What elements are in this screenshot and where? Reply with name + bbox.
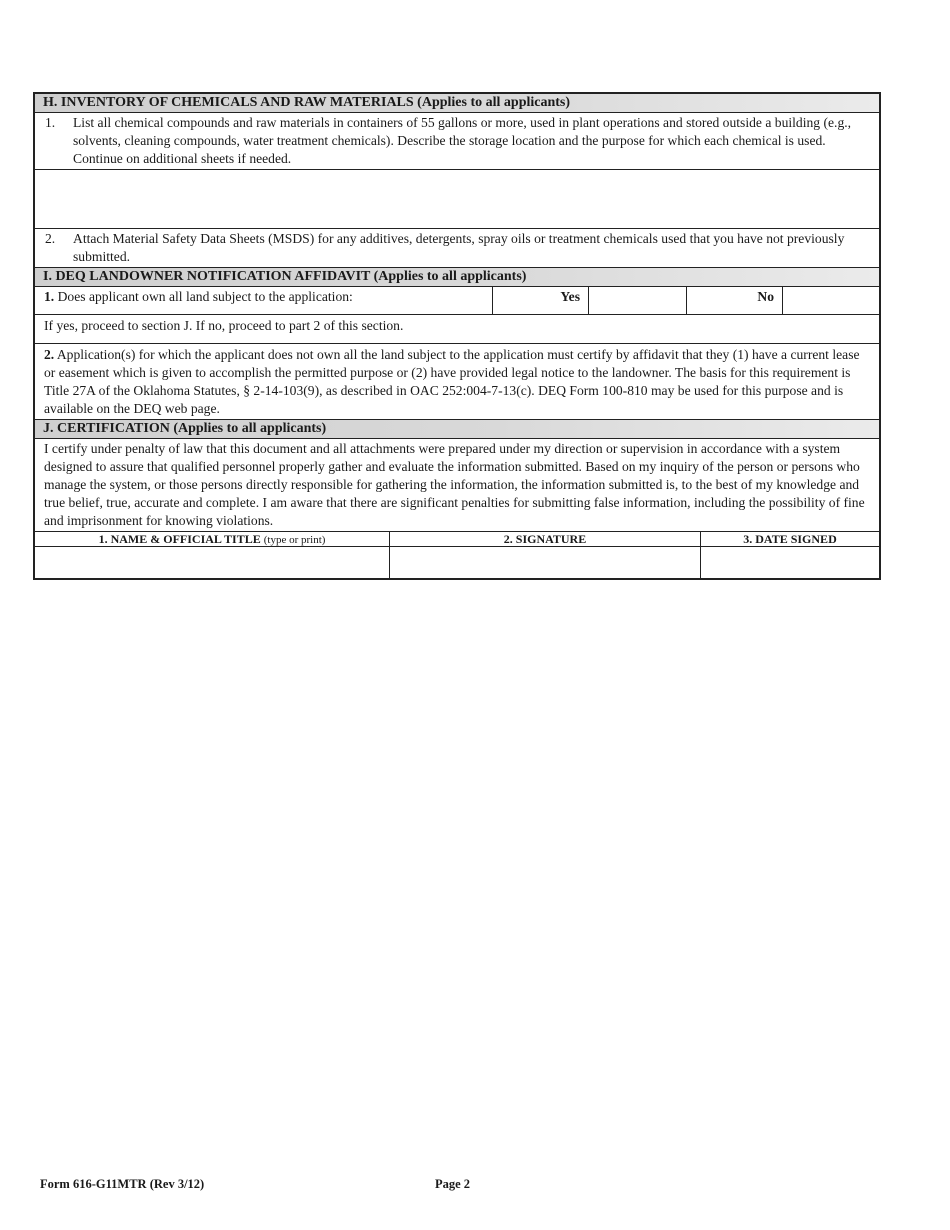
- yes-checkbox-field[interactable]: [589, 287, 687, 314]
- item-number: 2.: [45, 231, 56, 246]
- item-text: Attach Material Safety Data Sheets (MSDS) for any additives, detergents, spray oils or treatment chemicals used that you have not previously submitted.: [73, 231, 845, 264]
- land-ownership-question-row: [35, 287, 879, 315]
- question-number: 1.: [44, 289, 55, 304]
- signature-input-row: [35, 547, 879, 578]
- section-i-header: I. DEQ LANDOWNER NOTIFICATION AFFIDAVIT (Applies to all applicants): [35, 268, 879, 287]
- page-number: Page 2: [435, 1177, 471, 1191]
- section-j-header: J. CERTIFICATION (Applies to all applicants): [35, 420, 879, 439]
- date-signed-field[interactable]: [701, 547, 879, 578]
- name-title-field[interactable]: [35, 547, 390, 578]
- chemical-inventory-field[interactable]: [35, 170, 879, 229]
- section-h-item-2: [35, 229, 879, 268]
- yes-label: Yes: [493, 287, 589, 314]
- date-column-header: 3. DATE SIGNED: [743, 532, 837, 546]
- certification-statement: I certify under penalty of law that this document and all attachments were prepared under my direction or supervision in accordance with a system designed to assure that qualified personnel properly gather and evaluate the information submitted. Based on my inquiry of the person or persons who manage the system, or those persons directly responsible for gathering the information, the information submitted is, to the best of my knowledge and true belief, true, accurate and complete. I am aware that there are significant penalties for submitting false information, including the possibility of fine and imprisonment for knowing violations.: [35, 439, 879, 532]
- name-title-note: (type or print): [263, 534, 326, 546]
- section-h-header: H. INVENTORY OF CHEMICALS AND RAW MATERIALS (Applies to all applicants): [35, 94, 879, 113]
- no-checkbox-field[interactable]: [783, 287, 879, 314]
- section-i-instruction: If yes, proceed to section J. If no, proceed to part 2 of this section.: [35, 315, 879, 344]
- land-ownership-question: [35, 287, 493, 314]
- question-text: Does applicant own all land subject to the application:: [57, 289, 353, 304]
- section-i-item-2: [35, 344, 879, 420]
- signature-field[interactable]: [390, 547, 701, 578]
- signature-column-header: 2. SIGNATURE: [390, 532, 701, 546]
- name-title-label: 1. NAME & OFFICIAL TITLE: [98, 532, 261, 546]
- name-title-column-header: [35, 532, 390, 546]
- item-number: 1.: [45, 115, 56, 130]
- signature-header-row: [35, 532, 879, 547]
- permit-form-table: [33, 92, 881, 580]
- item-text: List all chemical compounds and raw materials in containers of 55 gallons or more, used in plant operations and stored outside a building (e.g., solvents, cleaning compounds, water treatment chemicals). Describe the storage location and the purpose for which each chemical is used. Continue on additional sheets if needed.: [73, 115, 852, 166]
- form-identifier: Form 616-G11MTR (Rev 3/12): [40, 1177, 205, 1191]
- question-number: 2.: [44, 347, 55, 362]
- question-text: Application(s) for which the applicant does not own all the land subject to the application must certify by affidavit that they (1) have a current lease or easement which is given to accomplish the permitted purpose or (2) have provided legal notice to the landowner. The basis for this requirement is Title 27A of the Oklahoma Statutes, § 2-14-103(9), as described in OAC 252:004-7-13(c). DEQ Form 100-810 may be used for this purpose and is available on the DEQ web page.: [44, 347, 860, 416]
- no-label: No: [687, 287, 783, 314]
- section-h-item-1: [35, 113, 879, 170]
